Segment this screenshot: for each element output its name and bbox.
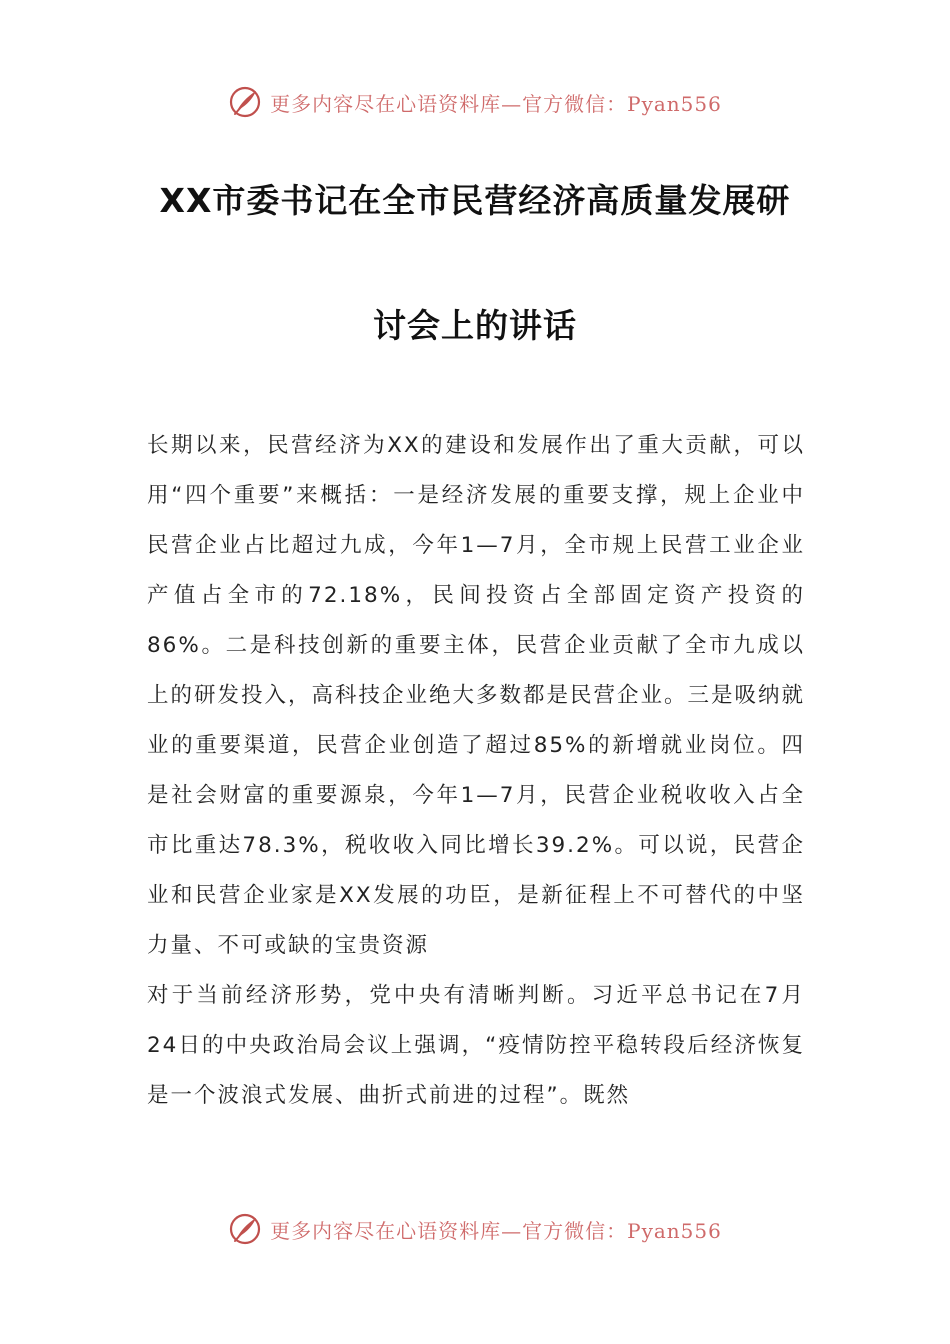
paragraph-1: 长期以来，民营经济为XX的建设和发展作出了重大贡献，可以用“四个重要”来概括：一是经济发展的重要支撑，规上企业中民营企业占比超过九成，今年1—7月，全市规上民营工业企业产值占全市的72.18%，民间投资占全部固定资产投资的86%。二是科技创新的重要主体，民营企业贡献了全市九成以上的研发投入，高科技企业绝大多数都是民营企业。三是吸纳就业的重要渠道，民营企业创造了超过85%的新增就业岗位。四是社会财富的重要源泉，今年1—7月，民营企业税收收入占全市比重达78.3%，税收收入同比增长39.2%。可以说，民营企业和民营企业家是XX发展的功臣，是新征程上不可替代的中坚力量、不可或缺的宝贵资源 (147, 433, 806, 958)
watermark-text: 更多内容尽在心语资料库—官方微信：Pyan556 (270, 1218, 722, 1243)
quill-logo-icon (228, 1212, 262, 1246)
watermark-banner-top (0, 82, 950, 122)
document-body (147, 421, 805, 1121)
page-title-line1: XX市委书记在全市民营经济高质量发展研 (159, 181, 791, 220)
watermark-banner-bottom (0, 1209, 950, 1249)
quill-logo-icon (228, 85, 262, 119)
paragraph-2: 对于当前经济形势，党中央有清晰判断。习近平总书记在7月24日的中央政治局会议上强调，“疫情防控平稳转段后经济恢复是一个波浪式发展、曲折式前进的过程”。既然 (147, 983, 805, 1108)
watermark-text: 更多内容尽在心语资料库—官方微信：Pyan556 (270, 91, 722, 116)
page-title-line2: 讨会上的讲话 (373, 306, 577, 345)
